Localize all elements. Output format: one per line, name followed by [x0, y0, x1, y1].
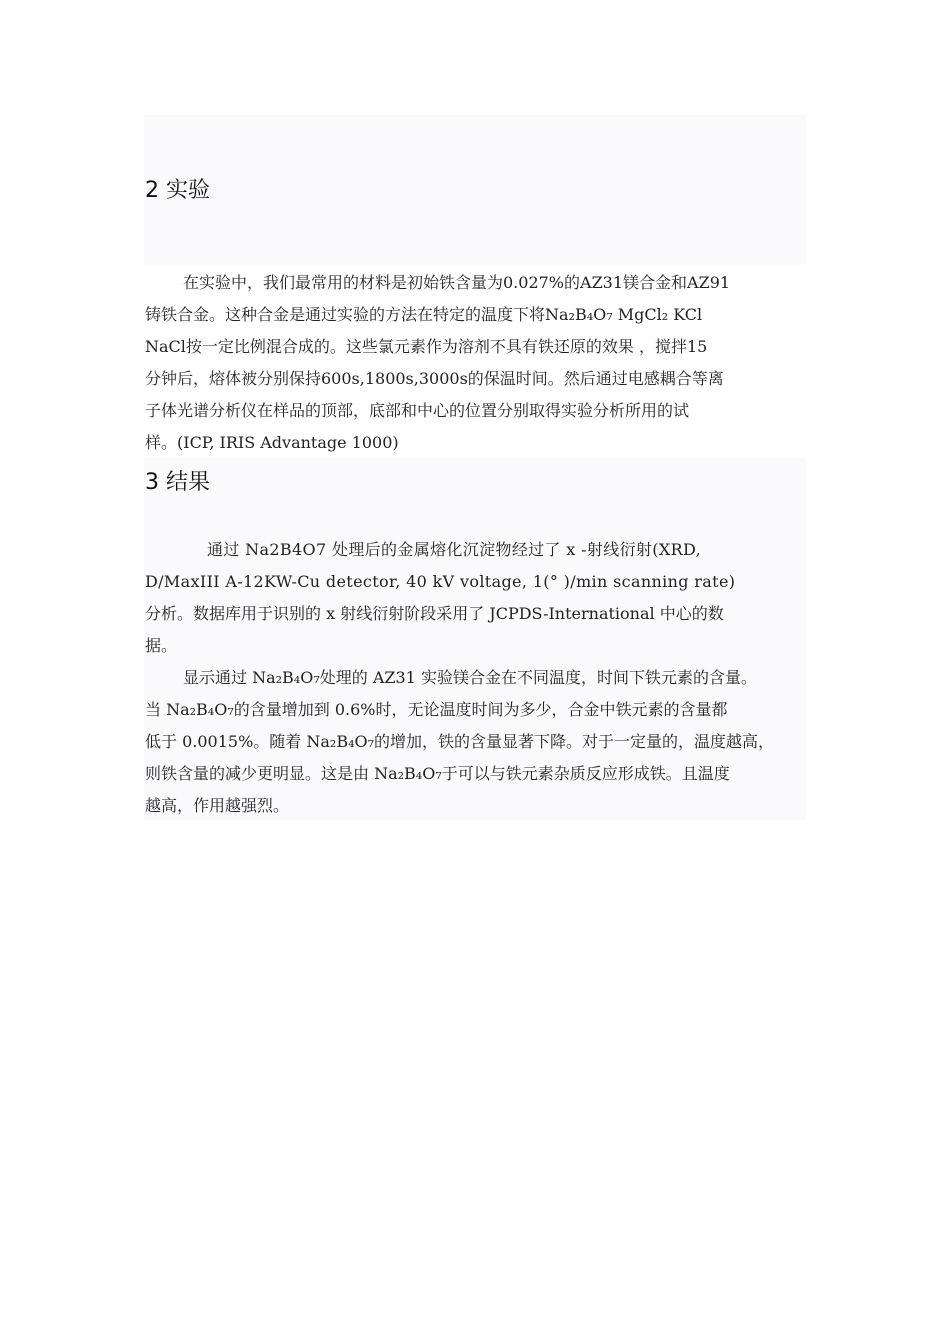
section-3-paragraph-2-line: 越高，作用越强烈。 — [145, 796, 290, 815]
section-3-paragraph-2-line: 低于 0.0015%。随着 Na₂B₄O₇的增加，铁的含量显著下降。对于一定量的，温度越高， — [145, 732, 775, 751]
section-3-paragraph-1-line: 通过 Na2B4O7 处理后的金属熔化沉淀物经过了 x -射线衍射(XRD, — [207, 540, 702, 559]
section-2-paragraph-line: NaCl按一定比例混合成的。这些氯元素作为溶剂不具有铁还原的效果 ，搅拌15 — [145, 337, 708, 356]
section-2-paragraph-line: 分钟后，熔体被分别保持600s,1800s,3000s的保温时间。然后通过电感耦合等离 — [145, 369, 724, 388]
section-3-paragraph-2-line: 当 Na₂B₄O₇的含量增加到 0.6%时，无论温度时间为多少，合金中铁元素的含量都 — [145, 700, 728, 719]
section-2-paragraph-line: 子体光谱分析仪在样品的顶部，底部和中心的位置分别取得实验分析所用的试 — [145, 401, 690, 420]
section-3-heading: 3 结果 — [145, 470, 210, 495]
section-3-paragraph-1-line: 据。 — [145, 636, 178, 655]
section-2-paragraph-line: 铸铁合金。这种合金是通过实验的方法在特定的温度下将Na₂B₄O₇ MgCl₂ KCl — [145, 305, 703, 324]
section-2-heading: 2 实验 — [145, 178, 210, 203]
section-2-heading-shading — [144, 115, 806, 265]
section-3-paragraph-1-line: 分析。数据库用于识别的 x 射线衍射阶段采用了 JCPDS-International 中心的数 — [145, 604, 724, 623]
section-3-paragraph-2-line: 显示通过 Na₂B₄O₇处理的 AZ31 实验镁合金在不同温度，时间下铁元素的含量。 — [183, 668, 757, 687]
section-3-paragraph-1-line: D/MaxIII A-12KW-Cu detector, 40 kV voltage, 1(° )/min scanning rate) — [145, 572, 736, 591]
section-2-paragraph-line: 样。(ICP, IRIS Advantage 1000) — [145, 433, 399, 452]
section-3-paragraph-2-line: 则铁含量的减少更明显。这是由 Na₂B₄O₇于可以与铁元素杂质反应形成铁。且温度 — [145, 764, 730, 783]
section-2-paragraph-line: 在实验中，我们最常用的材料是初始铁含量为0.027%的AZ31镁合金和AZ91 — [183, 273, 731, 292]
